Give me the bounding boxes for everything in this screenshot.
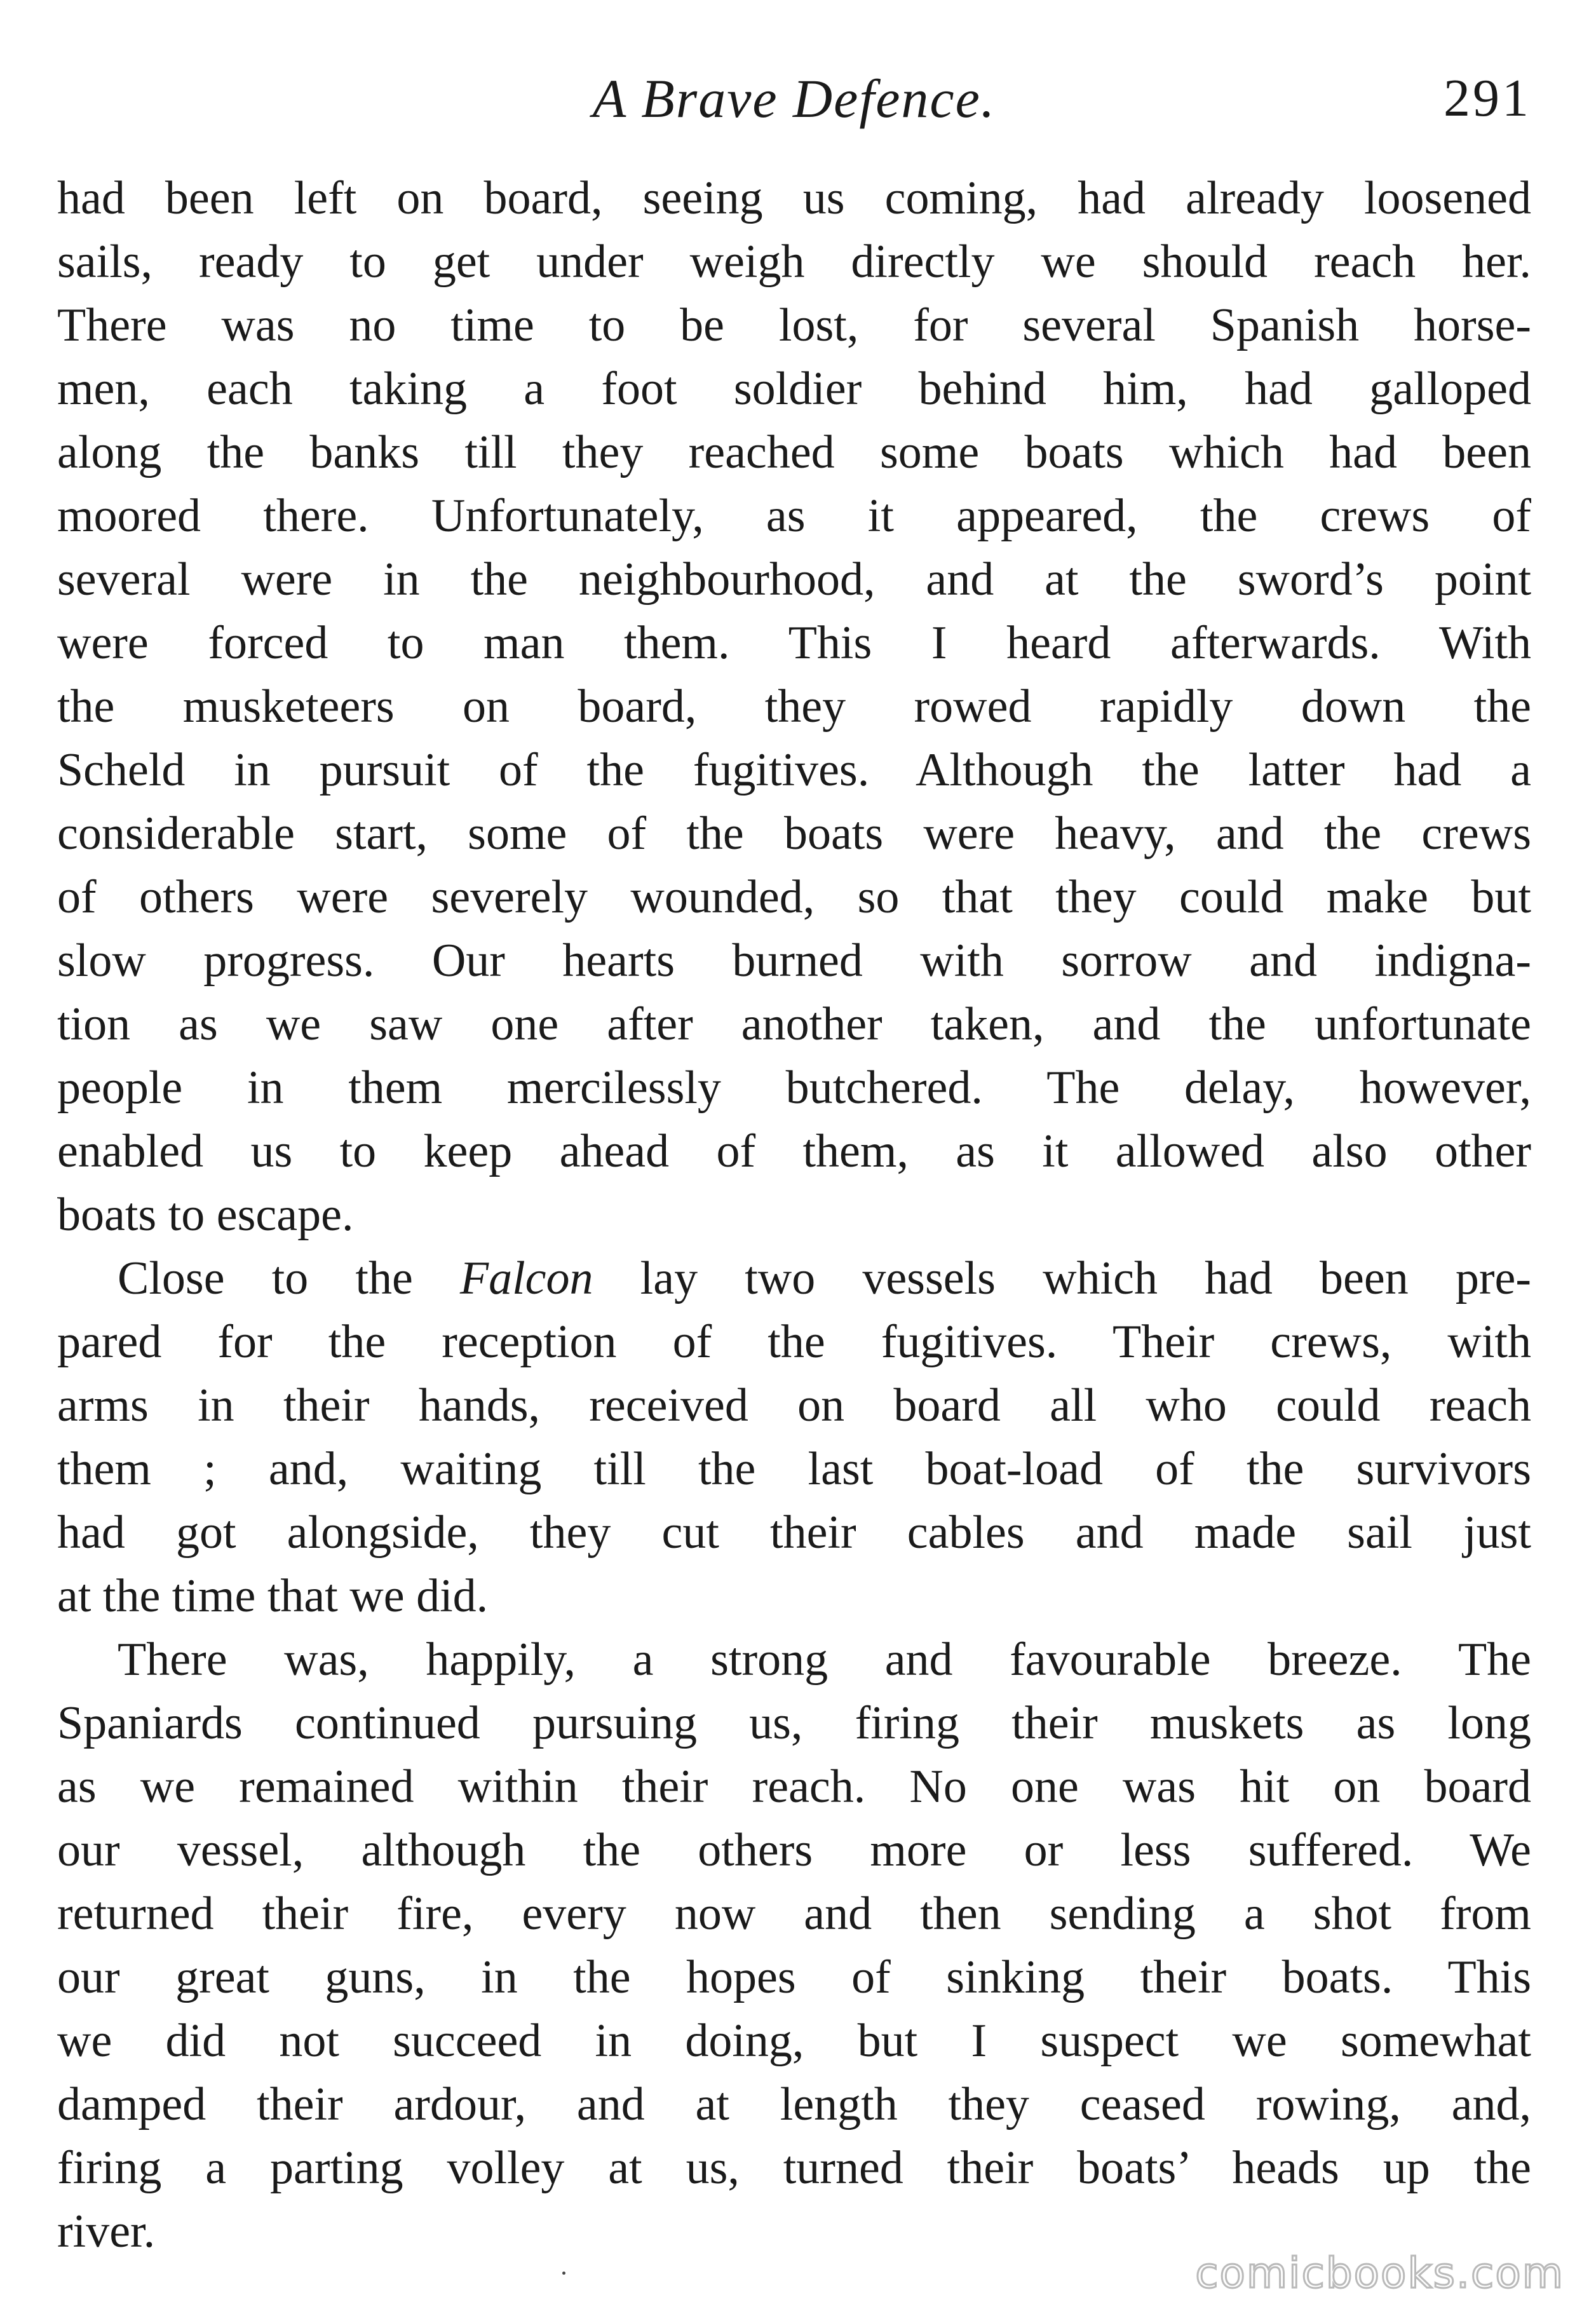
text-line (57, 230, 1531, 294)
text-segment: boats to escape. (57, 1189, 354, 1241)
text-line (57, 1818, 1531, 1882)
text-line (57, 1501, 1531, 1564)
text-segment: slow progress. Our hearts burned with sorrow and indigna- (57, 935, 1531, 987)
text-segment: firing a parting volley at us, turned their boats’ heads up the (57, 2142, 1531, 2194)
text-segment: men, each taking a foot soldier behind him, had galloped (57, 363, 1531, 415)
text-line (57, 865, 1531, 929)
text-line (57, 1755, 1531, 1818)
text-segment: Close to the (118, 1252, 460, 1304)
text-line (57, 992, 1531, 1056)
text-line (57, 1882, 1531, 1946)
paragraph (57, 1247, 1531, 1628)
text-segment: had been left on board, seeing us coming, had already loosened (57, 172, 1531, 224)
text-segment: several were in the neighbourhood, and at the sword’s point (57, 553, 1531, 606)
text-line (57, 421, 1531, 484)
text-segment: river. (57, 2205, 156, 2258)
text-segment: people in them mercilessly butchered. The delay, however, (57, 1062, 1531, 1114)
paragraph (57, 166, 1531, 1247)
text-segment: of others were severely wounded, so that they could make but (57, 871, 1531, 923)
running-head (57, 64, 1531, 133)
text-line (57, 166, 1531, 230)
text-line (57, 548, 1531, 611)
text-line (57, 802, 1531, 865)
ship-name: Falcon (459, 1252, 593, 1304)
text-line (57, 1183, 1531, 1247)
text-line (57, 1374, 1531, 1437)
text-line (57, 1628, 1531, 1691)
body-text (57, 166, 1531, 2263)
watermark: comicbooks.com (1195, 2249, 1564, 2298)
running-title: A Brave Defence. (592, 68, 996, 129)
text-line (57, 1310, 1531, 1374)
text-segment: our vessel, although the others more or less suffered. We (57, 1824, 1531, 1876)
text-segment: returned their fire, every now and then sending a shot from (57, 1888, 1531, 1940)
text-segment: we did not succeed in doing, but I suspect we somewhat (57, 2015, 1531, 2067)
text-segment: considerable start, some of the boats were heavy, and the crews (57, 808, 1531, 860)
text-segment: arms in their hands, received on board all who could reach (57, 1379, 1531, 1432)
text-line (57, 1056, 1531, 1120)
text-segment: our great guns, in the hopes of sinking their boats. This (57, 1951, 1531, 2003)
text-line (57, 675, 1531, 738)
text-segment: as we remained within their reach. No one was hit on board (57, 1761, 1531, 1813)
text-segment: moored there. Unfortunately, as it appeared, the crews of (57, 490, 1531, 542)
text-segment: tion as we saw one after another taken, and the unfortunate (57, 998, 1531, 1050)
text-segment: were forced to man them. This I heard afterwards. With (57, 617, 1531, 669)
text-line (57, 929, 1531, 992)
text-segment: pared for the reception of the fugitives. Their crews, with (57, 1316, 1531, 1368)
text-segment: lay two vessels which had been pre- (593, 1252, 1531, 1304)
text-line (57, 1437, 1531, 1501)
text-line (57, 1946, 1531, 2009)
text-line (57, 738, 1531, 802)
text-line (57, 1564, 1531, 1628)
text-line (57, 2136, 1531, 2200)
text-line (57, 1247, 1531, 1310)
text-line (57, 1691, 1531, 1755)
text-line (57, 1120, 1531, 1183)
text-segment: them ; and, waiting till the last boat-load of the survivors (57, 1443, 1531, 1495)
text-segment: damped their ardour, and at length they ceased rowing, and, (57, 2078, 1531, 2130)
text-line (57, 2073, 1531, 2136)
text-segment: sails, ready to get under weigh directly we should reach her. (57, 236, 1531, 288)
text-line (57, 357, 1531, 421)
text-line (57, 2009, 1531, 2073)
text-line (57, 294, 1531, 357)
text-line (57, 484, 1531, 548)
page-number: 291 (1444, 69, 1531, 128)
text-segment: Scheld in pursuit of the fugitives. Although the latter had a (57, 744, 1531, 796)
text-segment: had got alongside, they cut their cables and made sail just (57, 1507, 1531, 1559)
paragraph (57, 1628, 1531, 2263)
text-segment: There was, happily, a strong and favourable breeze. The (118, 1634, 1531, 1686)
print-speck (562, 2272, 565, 2275)
text-segment: the musketeers on board, they rowed rapidly down the (57, 681, 1531, 733)
text-line (57, 611, 1531, 675)
text-segment: There was no time to be lost, for several Spanish horse- (57, 299, 1531, 351)
text-segment: at the time that we did. (57, 1570, 489, 1622)
text-segment: Spaniards continued pursuing us, firing their muskets as long (57, 1697, 1531, 1749)
text-segment: along the banks till they reached some boats which had been (57, 426, 1531, 478)
text-segment: enabled us to keep ahead of them, as it allowed also other (57, 1125, 1531, 1177)
